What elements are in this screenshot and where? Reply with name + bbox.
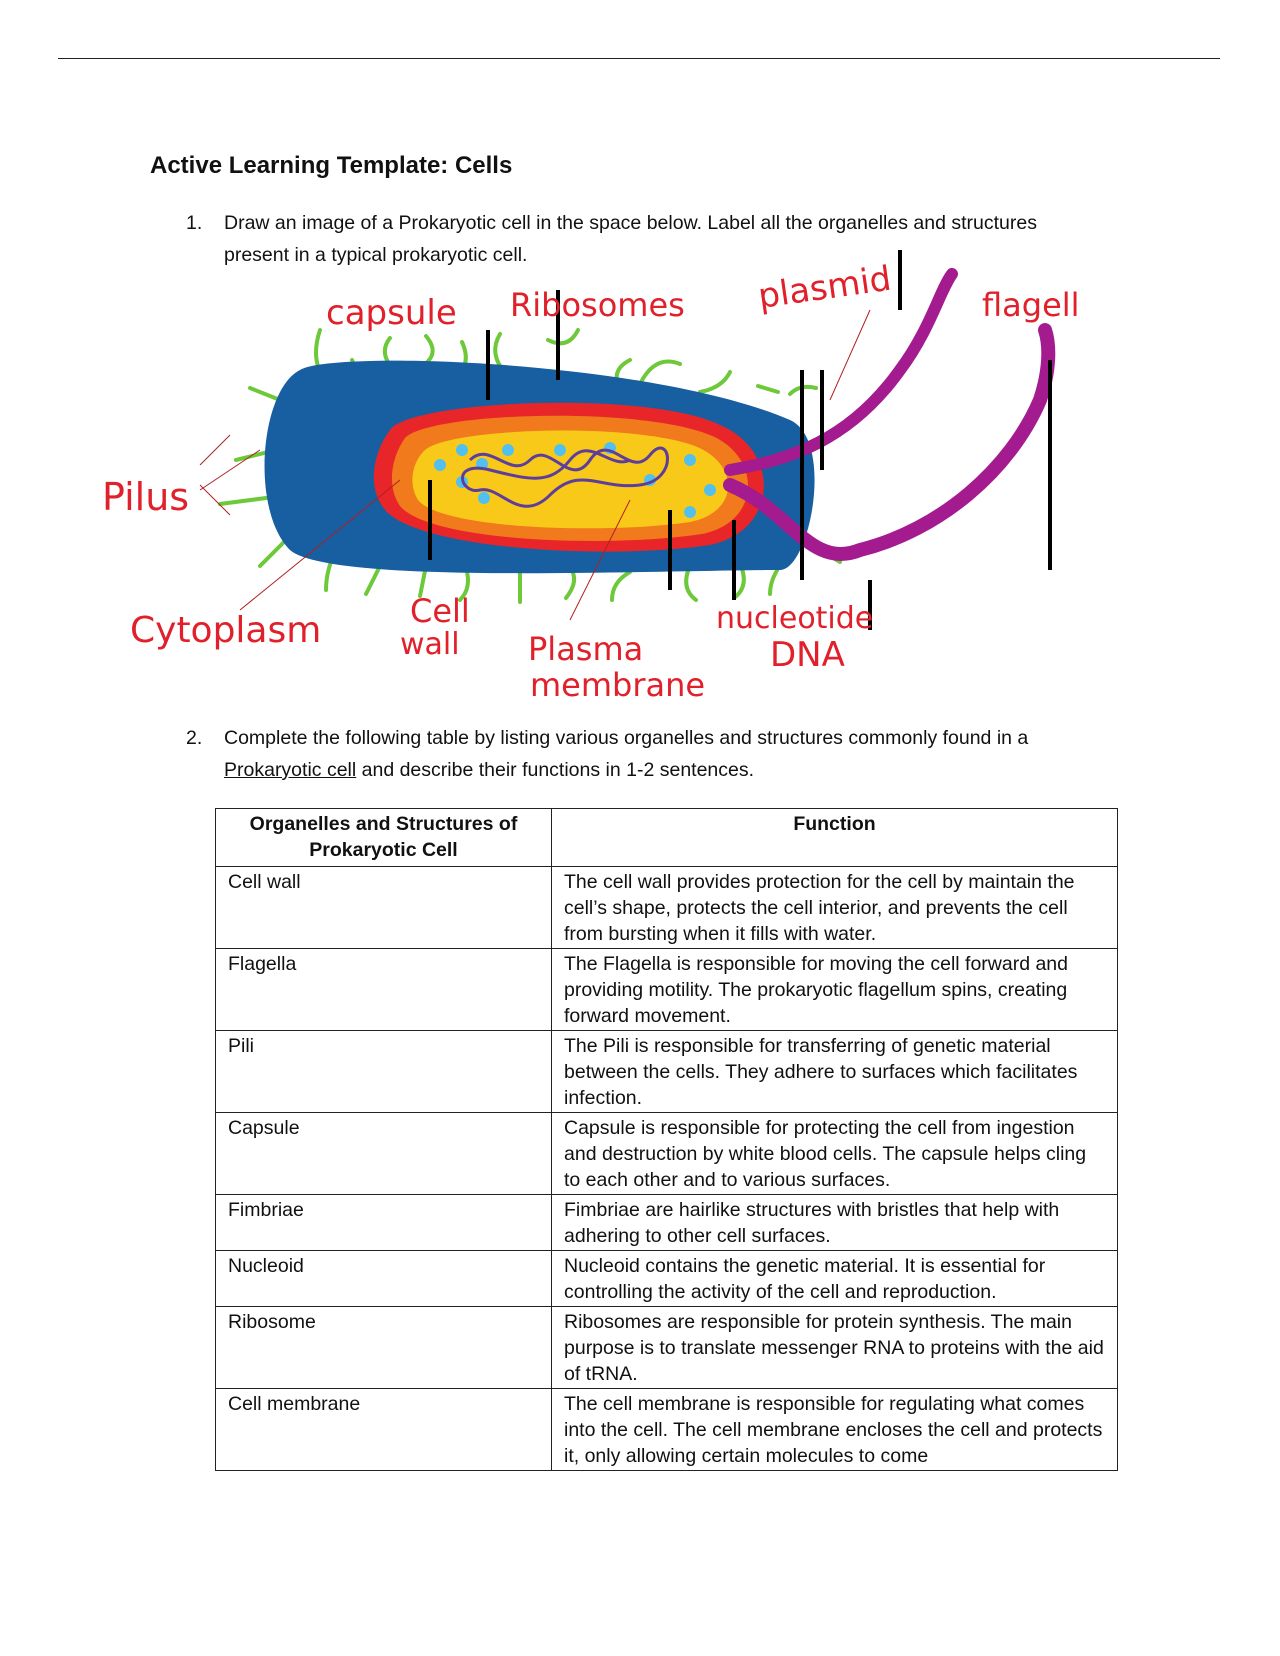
table-row bbox=[216, 1195, 1118, 1251]
table-row bbox=[216, 1307, 1118, 1389]
label-cell-wall-1: Cell bbox=[410, 592, 470, 630]
question-1-text: Draw an image of a Prokaryotic cell in the space below. Label all the organelles and structures present in a typical prokaryotic cell. bbox=[224, 212, 1037, 266]
prokaryotic-cell-drawing bbox=[90, 250, 1170, 730]
label-ribosomes: Ribosomes bbox=[510, 286, 685, 324]
question-2-text bbox=[224, 722, 1104, 786]
organelle-function-cell: Capsule is responsible for protecting the cell from ingestion and destruction by white blood cells. The capsule helps cling to each other and to various surfaces. bbox=[552, 1113, 1118, 1195]
organelle-function-cell: The Flagella is responsible for moving the cell forward and providing motility. The prokaryotic flagellum spins, creating forward movement. bbox=[552, 949, 1118, 1031]
organelle-name-cell: Cell wall bbox=[216, 867, 552, 949]
organelle-function-cell: The cell wall provides protection for the cell by maintain the cell’s shape, protects the cell interior, and prevents the cell from bursting when it fills with water. bbox=[552, 867, 1118, 949]
organelle-function-cell: Ribosomes are responsible for protein synthesis. The main purpose is to translate messenger RNA to proteins with the aid of tRNA. bbox=[552, 1307, 1118, 1389]
prokaryotic-cell-link: Prokaryotic cell bbox=[224, 759, 357, 781]
table-body bbox=[216, 867, 1118, 1471]
organelle-name-cell: Flagella bbox=[216, 949, 552, 1031]
label-flagella: flagell bbox=[982, 286, 1080, 324]
table-header-row bbox=[216, 809, 1118, 867]
label-nucleotide-2: DNA bbox=[770, 635, 845, 675]
organelle-name-cell: Capsule bbox=[216, 1113, 552, 1195]
organelle-function-cell: The Pili is responsible for transferring of genetic material between the cells. They adhere to surfaces which facilitates infection. bbox=[552, 1031, 1118, 1113]
table-row bbox=[216, 867, 1118, 949]
organelle-function-cell: Fimbriae are hairlike structures with bristles that help with adhering to other cell surfaces. bbox=[552, 1195, 1118, 1251]
column-header-function: Function bbox=[552, 809, 1118, 867]
table-row bbox=[216, 1251, 1118, 1307]
organelle-name-cell: Ribosome bbox=[216, 1307, 552, 1389]
organelle-name-cell: Pili bbox=[216, 1031, 552, 1113]
page-title: Active Learning Template: Cells bbox=[150, 152, 513, 179]
question-2-text-before: Complete the following table by listing various organelles and structures commonly found in a bbox=[224, 727, 1029, 749]
label-cytoplasm: Cytoplasm bbox=[130, 610, 322, 651]
table-row bbox=[216, 1113, 1118, 1195]
header-rule bbox=[58, 58, 1220, 59]
label-pilus: Pilus bbox=[102, 475, 190, 519]
organelle-name-cell: Cell membrane bbox=[216, 1389, 552, 1471]
label-plasmid: plasmid bbox=[755, 258, 894, 317]
label-capsule: capsule bbox=[326, 293, 457, 333]
table-row bbox=[216, 949, 1118, 1031]
table-row bbox=[216, 1389, 1118, 1471]
organelle-name-cell: Fimbriae bbox=[216, 1195, 552, 1251]
question-2-text-after: and describe their functions in 1-2 sentences. bbox=[356, 759, 755, 781]
organelle-name-cell: Nucleoid bbox=[216, 1251, 552, 1307]
column-header-organelle: Organelles and Structures of Prokaryotic Cell bbox=[216, 809, 552, 867]
label-nucleotide-1: nucleotide bbox=[716, 601, 874, 636]
question-1-number: 1. bbox=[186, 212, 203, 234]
label-plasma-membrane-1: Plasma bbox=[528, 630, 644, 668]
organelle-function-cell: Nucleoid contains the genetic material. It is essential for controlling the activity of the cell and reproduction. bbox=[552, 1251, 1118, 1307]
label-cell-wall-2: wall bbox=[400, 627, 460, 662]
question-2-number: 2. bbox=[186, 727, 203, 749]
label-plasma-membrane-2: membrane bbox=[530, 666, 706, 704]
organelle-function-cell: The cell membrane is responsible for regulating what comes into the cell. The cell membrane encloses the cell and protects it, only allowing certain molecules to come bbox=[552, 1389, 1118, 1471]
table-row bbox=[216, 1031, 1118, 1113]
organelles-table bbox=[215, 808, 1118, 1471]
